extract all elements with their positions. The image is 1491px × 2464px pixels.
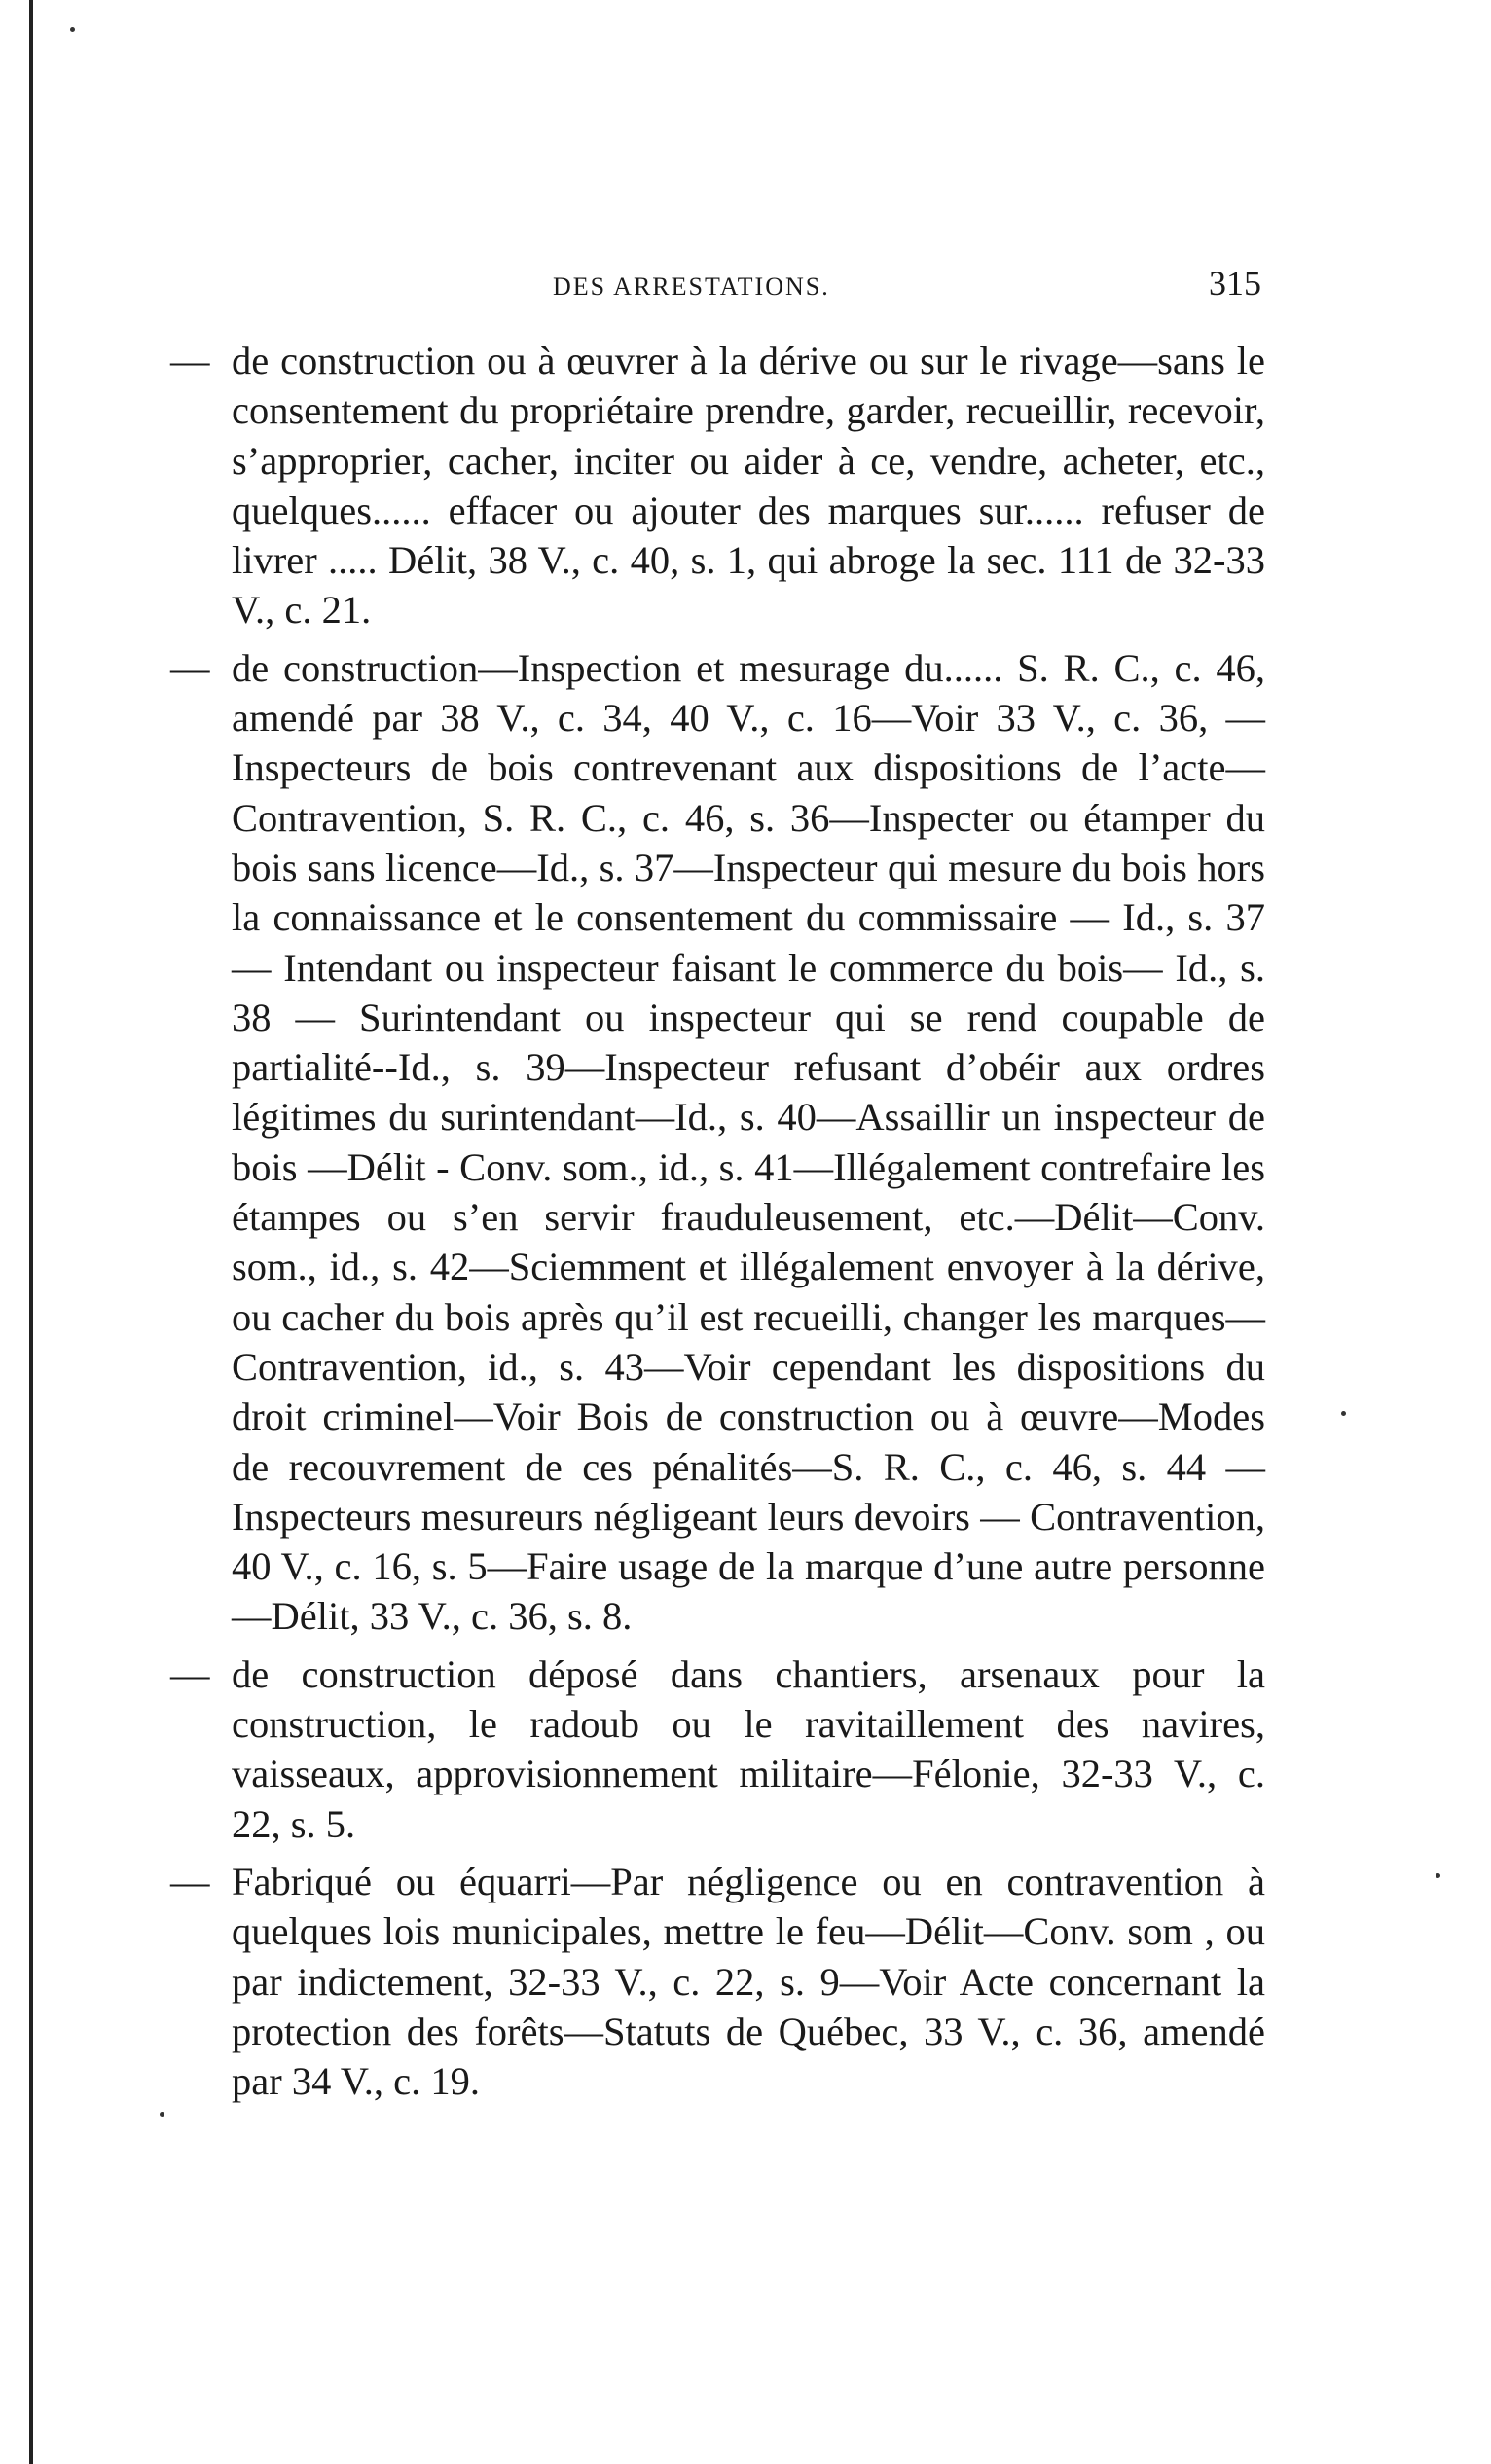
entry-dash: — bbox=[170, 1651, 210, 1696]
index-entry bbox=[170, 336, 1265, 635]
running-head: DES ARRESTATIONS. bbox=[553, 272, 830, 301]
index-entry bbox=[170, 1857, 1265, 2106]
entry-text: Fabriqué ou équarri—Par négligence ou en contravention à quelques lois municipales, mettre le feu—Délit—Conv. som , ou par indictement, 32-33 V., c. 22, s. 9—Voir Acte concernant la protection des forêts—Statuts de Québec, 33 V., c. 36, amendé par 34 V., c. 19. bbox=[232, 1859, 1265, 2104]
entry-text: de construction ou à œuvrer à la dérive ou sur le rivage—sans le consentement du propriétaire prendre, garder, recueillir, recevoir, s’approprier, cacher, inciter ou aider à ce, vendre, acheter, etc., quelques...... effacer ou ajouter des marques sur...... refuser de livrer ..... Délit, 38 V., c. 40, s. 1, qui abroge la sec. 111 de 32-33 V., c. 21. bbox=[232, 339, 1265, 633]
print-speck bbox=[1341, 1411, 1346, 1416]
entry-text: de construction—Inspection et mesurage du...... S. R. C., c. 46, amendé par 38 V., c. 34, 40 V., c. 16—Voir 33 V., c. 36, —Inspecteurs de bois contrevenant aux dispositions de l’acte—Contravention, S. R. C., c. 46, s. 36—Inspecter ou étamper du bois sans licence—Id., s. 37—Inspecteur qui mesure du bois hors la connaissance et le consentement du commissaire — Id., s. 37 — Intendant ou inspecteur faisant le commerce du bois— Id., s. 38 — Surintendant ou inspecteur qui se rend coupable de partialité--Id., s. 39—Inspecteur refusant d’obéir aux ordres légitimes du surintendant—Id., s. 40—Assaillir un inspecteur de bois —Délit - Conv. som., id., s. 41—Illégalement contrefaire les étampes ou s’en servir frauduleusement, etc.—Délit—Conv. som., id., s. 42—Sciemment et illégalement envoyer à la dérive, ou cacher du bois après qu’il est recueilli, changer les marques—Contravention, id., s. 43—Voir cependant les dispositions du droit criminel—Voir Bois de construction ou à œuvre—Modes de recouvrement de ces pénalités—S. R. C., c. 46, s. 44 — Inspecteurs mesureurs négligeant leurs devoirs — Contravention, 40 V., c. 16, s. 5—Faire usage de la marque d’une autre personne—Délit, 33 V., c. 36, s. 8. bbox=[232, 645, 1265, 1639]
index-entries bbox=[170, 336, 1265, 2114]
page-edge-line bbox=[29, 0, 33, 2464]
entry-text: de construction déposé dans chantiers, arsenaux pour la construction, le radoub ou le ravitaillement des navires, vaisseaux, approvisionnement militaire—Félonie, 32-33 V., c. 22, s. 5. bbox=[232, 1651, 1265, 1846]
print-speck bbox=[160, 2112, 164, 2117]
entry-dash: — bbox=[170, 339, 210, 382]
print-speck bbox=[1436, 1873, 1440, 1878]
index-entry bbox=[170, 643, 1265, 1642]
entry-dash: — bbox=[170, 1859, 210, 1903]
index-entry bbox=[170, 1649, 1265, 1849]
entry-dash: — bbox=[170, 645, 210, 690]
print-speck bbox=[70, 27, 75, 32]
page-header bbox=[232, 263, 1261, 311]
page-number: 315 bbox=[1209, 264, 1261, 303]
